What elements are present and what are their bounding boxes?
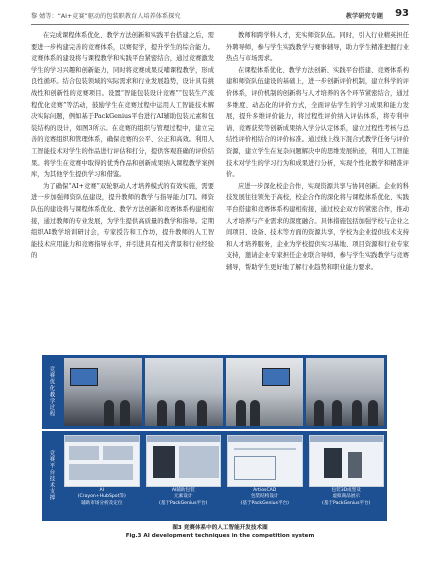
person-figure bbox=[352, 400, 362, 426]
software-screenshot bbox=[64, 435, 140, 487]
screen-graphic bbox=[262, 368, 290, 386]
screenshot-caption: AI (Crayon+HubSpot等) 辅助市场分析及定位 bbox=[77, 488, 126, 506]
figure-3 bbox=[42, 355, 387, 521]
figure-caption-cn: 图3 竞赛体系中的人工智能开发技术图 bbox=[172, 525, 268, 531]
figure-band-top bbox=[42, 355, 61, 429]
competition-photo bbox=[306, 358, 384, 426]
competition-photo bbox=[226, 358, 304, 426]
competition-photo bbox=[64, 358, 142, 426]
page-header bbox=[31, 9, 409, 23]
person-figure bbox=[332, 400, 342, 426]
paragraph: 在完成课程体系优化、教学方法创新和实践平台搭建之后，需要进一步构建完善的竞赛体系，以赛促学，提升学生的综合能力。竞赛体系的建设将与课程教学和实践平台紧密结合，通过竞赛激发学生的学习兴趣和创新能力，同时将竞赛成果反哺课程教学，形成良性循环。结合包装领域的实际需求和行业发展趋势，设计具有挑战性和创新性的竞赛项目。设置“智能包装设计竞赛”“包装生产流程优化竞赛”等活动，鼓励学生在竞赛过程中运用人工智能技术解决实际问题，例如基于PackGenius平台进行AI辅助包装元素和包装结构的设计，如图3所示。在竞赛的组织与管理过程中，建立完善的竞赛组织和管理体系，确保竞赛的公平、公正和高效。利用人工智能技术对学生的作品进行评估和打分，提供客观准确的评价结果。将学生在竞赛中取得的优秀作品和创新成果纳入课程教学案例库，为其他学生提供学习和借鉴。 bbox=[31, 32, 214, 179]
screenshot-captions bbox=[64, 488, 384, 507]
person-figure bbox=[175, 400, 185, 426]
page-number: 93 bbox=[395, 8, 409, 19]
toolbar-graphic bbox=[228, 436, 302, 442]
running-title: 黎 婧等：“AI+竞赛”驱动的包装职教育人培养体系探究 bbox=[31, 13, 181, 20]
figure-caption bbox=[31, 524, 409, 540]
paragraph: 为了确保“AI+竞赛”双轮驱动人才培养模式的有效实施，需要进一步加强师资队伍建设，提升教师的教学与指导能力[7]。师资队伍的建设将与课程体系优化、教学方法创新和竞赛体系构建相衔接，通过教师的专业发展，为学生提供高质量的教学和指导。定期组织AI教学培训研讨会，专家授告和工作坊，提升教师的人工智能技术应用能力和竞赛指导水平，并引进具有相关背景和行业经验的 bbox=[31, 182, 214, 260]
right-column bbox=[226, 30, 409, 273]
person-figure bbox=[104, 400, 114, 426]
figure-caption-en: Fig.3 AI development techniques in the competition system bbox=[125, 533, 315, 539]
screenshot-caption: 包装3D成型及 虚拟商品展示 (基于PackGenius平台) bbox=[322, 488, 371, 506]
person-figure bbox=[368, 400, 378, 426]
person-figure bbox=[197, 400, 207, 426]
product-graphic bbox=[153, 446, 175, 478]
panel-graphic bbox=[103, 446, 133, 460]
product-graphic bbox=[348, 452, 362, 478]
software-screenshots bbox=[64, 435, 384, 485]
figure-divider bbox=[42, 429, 387, 431]
screenshot-caption: AI辅助包装 元素设计 (基于PackGenius平台) bbox=[159, 488, 208, 506]
header-rule bbox=[31, 24, 409, 25]
figure-band-bottom bbox=[42, 431, 61, 521]
competition-photo bbox=[145, 358, 223, 426]
paragraph: 教师和跨学科人才，充实师资队伍。同时，引入行业精英担任外聘导师，参与学生实践教学与赛事辅导，助力学生精准把握行业热点与市场需求。 bbox=[226, 32, 409, 63]
panel-graphic bbox=[179, 446, 219, 478]
panel-graphic bbox=[69, 464, 133, 480]
competition-photos bbox=[64, 358, 384, 426]
screen-graphic bbox=[70, 368, 98, 386]
dieline-graphic bbox=[234, 456, 276, 480]
panel-graphic bbox=[69, 446, 99, 460]
person-figure bbox=[250, 400, 260, 426]
person-figure bbox=[120, 400, 130, 426]
software-screenshot bbox=[227, 435, 303, 487]
toolbar-graphic bbox=[147, 436, 221, 442]
product-graphic bbox=[324, 448, 342, 478]
band-bottom-label: 竞赛平台技术支撑 bbox=[48, 450, 55, 502]
screenshot-caption: ArtiosCAD 包装结构设计 (基于PackGenius平台) bbox=[240, 488, 289, 506]
software-screenshot bbox=[146, 435, 222, 487]
paragraph: 在课程体系优化、教学方法创新、实践平台搭建、竞赛体系构建和师资队伍建设的基础上，进一步创新评价机制，建立科学的评价体系，评价机制的创新将与人才培养的各个环节紧密结合，通过多维度、动态化的评价方式，全面评估学生的学习成果和能力发展，提升多维评价能力，将过程性评价纳入评估体系，将专利申请、竞赛获奖等创新成果纳入学分认定体系，建立过程性考核与总结性评价相结合的评价标准。通过线上线下混合式教学任务与评价资源，建立学生在复杂问题解决中的思维发展轨迹，利用人工智能技术对学生的学习行为和成果进行分析，实现个性化教学和精准评价。 bbox=[226, 66, 409, 179]
left-column bbox=[31, 30, 214, 262]
paragraph: 应进一步深化校企合作，实现资源共享与协同创新。企业的科技发展往往领先于高校，校企合作的深化将与课程体系优化、实践平台搭建和竞赛体系构建相衔接，通过校企双方的紧密合作，推动人才培养与产业需求的深度融合。具体措施包括加强学校与企业之间项目、设备、技术等方面的资源共享，学校为企业提供技术支持和人才培养服务，企业为学校提供实习基地、项目资源和行业专家支持，邀请企业专家担任企业联合导师，参与学生实践教学与竞赛辅导，帮助学生更好地了解行业趋势和职业能力要求。 bbox=[226, 182, 409, 271]
person-figure bbox=[236, 400, 246, 426]
person-figure bbox=[314, 400, 324, 426]
section-label: 教学研究专题 bbox=[345, 13, 383, 20]
toolbar-graphic bbox=[65, 436, 139, 442]
band-top-label: 竞赛优化教学过程 bbox=[48, 366, 55, 418]
toolbar-graphic bbox=[310, 436, 384, 442]
software-screenshot bbox=[309, 435, 385, 487]
line-graphic bbox=[234, 448, 296, 450]
person-figure bbox=[157, 400, 167, 426]
